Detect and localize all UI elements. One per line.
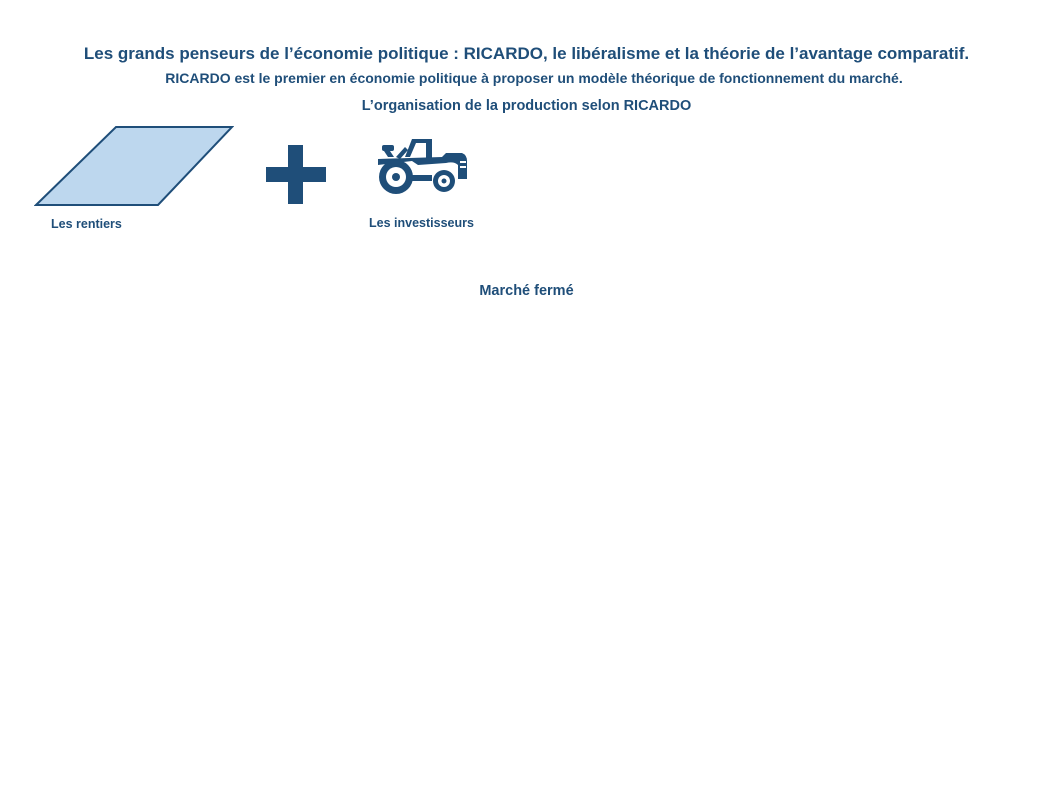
market-label: Marché fermé — [479, 283, 574, 299]
tractor-icon — [372, 135, 470, 197]
page-title: Les grands penseurs de l’économie politique : RICARDO, le libéralisme et la théorie de l’avantage comparatif. — [83, 44, 970, 63]
land-shape — [36, 127, 232, 205]
plus-horizontal-bar — [266, 167, 326, 182]
label-rentiers: Les rentiers — [51, 217, 122, 231]
land-parallelogram-icon — [34, 125, 234, 207]
label-investisseurs: Les investisseurs — [369, 216, 474, 230]
section-title: L’organisation de la production selon RICARDO — [361, 98, 692, 114]
page-subtitle: RICARDO est le premier en économie politique à proposer un modèle théorique de fonctionnement du marché. — [165, 70, 903, 86]
plus-icon — [266, 145, 326, 205]
